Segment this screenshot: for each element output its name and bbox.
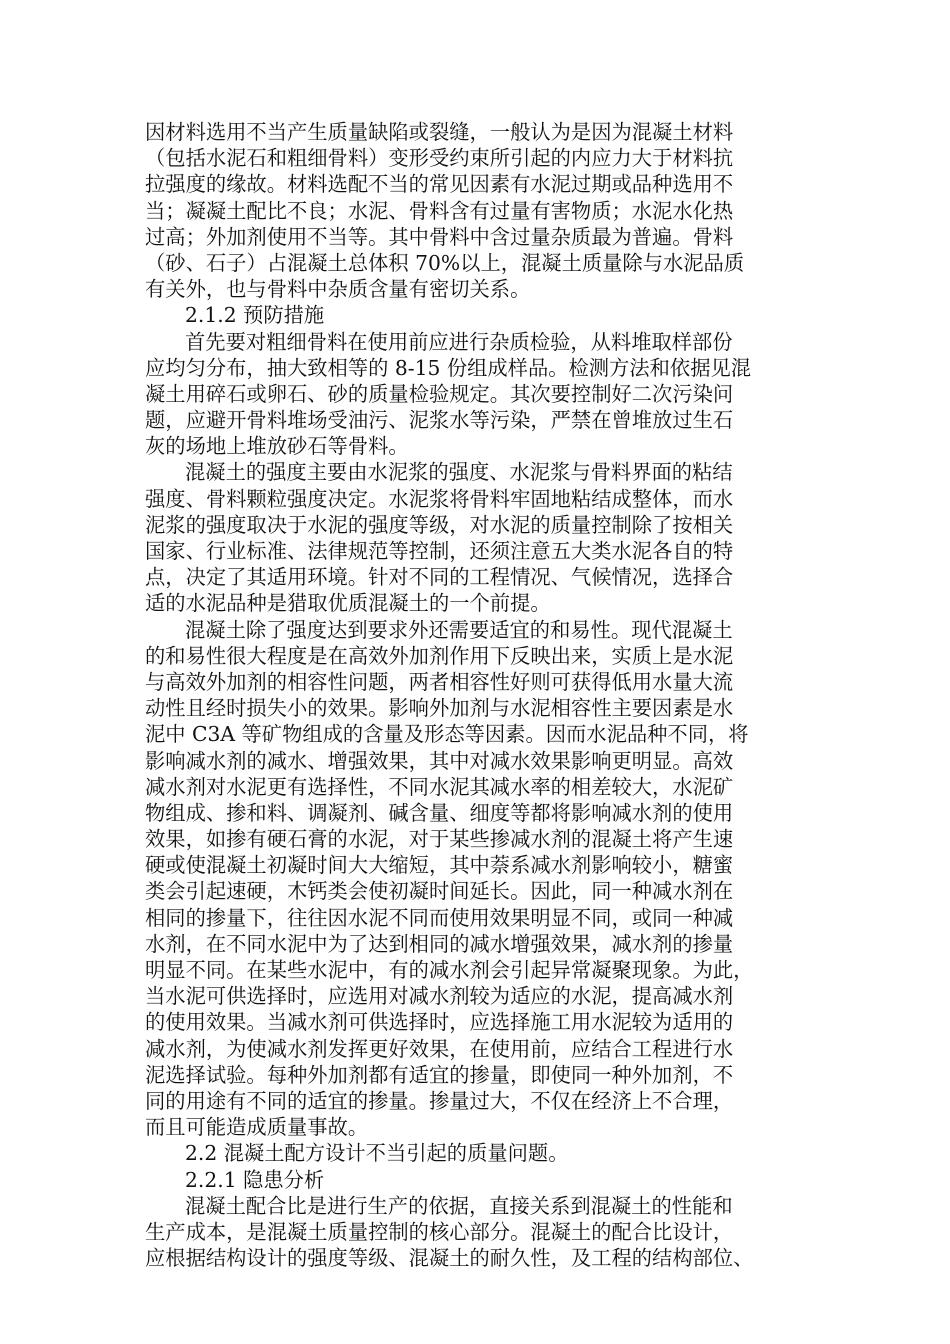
text-line: 而且可能造成质量事故。 — [145, 1115, 369, 1140]
text-line: 应根据结构设计的强度等级、混凝土的耐久性，及工程的结构部位、 — [145, 1246, 754, 1271]
text-line: 强度、骨料颗粒强度决定。水泥浆将骨料牢固地粘结成整体，而水 — [145, 486, 734, 511]
text-line: 影响减水剂的减水、增强效果，其中对减水效果影响更明显。高效 — [145, 748, 734, 773]
text-line: 凝土用碎石或卵石、砂的质量检验规定。其次要控制好二次污染问 — [145, 381, 734, 406]
text-line: 水剂，在不同水泥中为了达到相同的减水增强效果，减水剂的掺量 — [145, 931, 734, 956]
text-line: 应均匀分布，抽大致相等的 8-15 份组成样品。检测方法和依据见混 — [145, 355, 752, 380]
text-line: 当；凝凝土配比不良；水泥、骨料含有过量有害物质；水泥水化热 — [145, 198, 734, 223]
text-line: 动性且经时损失小的效果。影响外加剂与水泥相容性主要因素是水 — [145, 696, 734, 721]
text-line: 混凝土配合比是进行生产的依据，直接关系到混凝土的性能和 — [185, 1193, 733, 1218]
text-line: 泥中 C3A 等矿物组成的含量及形态等因素。因而水泥品种不同，将 — [145, 722, 749, 747]
text-line: 的使用效果。当减水剂可供选择时，应选择施工用水泥较为适用的 — [145, 1010, 734, 1035]
text-line: 有关外，也与骨料中杂质含量有密切关系。 — [145, 277, 531, 302]
text-line: 相同的掺量下，往往因水泥不同而使用效果明显不同，或同一种减 — [145, 905, 734, 930]
text-line: 生产成本，是混凝土质量控制的核心部分。混凝土的配合比设计， — [145, 1219, 734, 1244]
text-line: 效果，如掺有硬石膏的水泥，对于某些掺减水剂的混凝土将产生速 — [145, 827, 734, 852]
text-line: 灰的场地上堆放砂石等骨料。 — [145, 434, 409, 459]
text-line: （砂、石子）占混凝土总体积 70%以上，混凝土质量除与水泥品质 — [145, 250, 745, 275]
text-line: 明显不同。在某些水泥中，有的减水剂会引起异常凝聚现象。为此， — [145, 958, 754, 982]
text-line: 拉强度的缘故。材料选配不当的常见因素有水泥过期或品种选用不 — [145, 172, 734, 197]
text-line: 硬或使混凝土初凝时间大大缩短，其中萘系减水剂影响较小，糖蜜 — [145, 853, 734, 878]
text-line: 2.1.2 预防措施 — [185, 303, 325, 328]
text-line: 2.2 混凝土配方设计不当引起的质量问题。 — [185, 1141, 569, 1166]
document-page — [145, 119, 807, 1271]
text-line: 泥浆的强度取决于水泥的强度等级，对水泥的质量控制除了按相关 — [145, 512, 734, 537]
text-line: 混凝土的强度主要由水泥浆的强度、水泥浆与骨料界面的粘结 — [185, 460, 733, 485]
text-line: 混凝土除了强度达到要求外还需要适宜的和易性。现代混凝土 — [185, 617, 733, 642]
text-line: 类会引起速硬，木钙类会使初凝时间延长。因此，同一种减水剂在 — [145, 879, 734, 904]
text-line: 物组成、掺和料、调凝剂、碱含量、细度等都将影响减水剂的使用 — [145, 800, 734, 825]
text-line: 题，应避开骨料堆场受油污、泥浆水等污染，严禁在曾堆放过生石 — [145, 408, 734, 433]
text-line: 2.2.1 隐患分析 — [185, 1167, 325, 1192]
text-line: 当水泥可供选择时，应选用对减水剂较为适应的水泥，提高减水剂 — [145, 984, 734, 1009]
text-line: 首先要对粗细骨料在使用前应进行杂质检验，从料堆取样部份 — [185, 329, 733, 354]
text-line: 国家、行业标准、法律规范等控制，还须注意五大类水泥各自的特 — [145, 539, 734, 563]
text-line: 与高效外加剂的相容性问题，两者相容性好则可获得低用水量大流 — [145, 669, 734, 694]
text-line: 泥选择试验。每种外加剂都有适宜的掺量，即使同一种外加剂，不 — [145, 1062, 734, 1087]
text-line: 减水剂对水泥更有选择性，不同水泥其减水率的相差较大，水泥矿 — [145, 774, 734, 799]
text-line: （包括水泥石和粗细骨料）变形受约束所引起的内应力大于材料抗 — [145, 146, 734, 171]
text-line: 因材料选用不当产生质量缺陷或裂缝，一般认为是因为混凝土材料 — [145, 120, 734, 144]
text-line: 过高；外加剂使用不当等。其中骨料中含过量杂质最为普遍。骨料 — [145, 224, 734, 249]
text-line: 适的水泥品种是猎取优质混凝土的一个前提。 — [145, 591, 551, 616]
text-line: 减水剂，为使减水剂发挥更好效果，在使用前，应结合工程进行水 — [145, 1036, 734, 1061]
text-line: 点，决定了其适用环境。针对不同的工程情况、气候情况，选择合 — [145, 565, 734, 590]
text-line: 的和易性很大程度是在高效外加剂作用下反映出来，实质上是水泥 — [145, 643, 734, 668]
text-line: 同的用途有不同的适宜的掺量。掺量过大，不仅在经济上不合理， — [145, 1088, 734, 1113]
